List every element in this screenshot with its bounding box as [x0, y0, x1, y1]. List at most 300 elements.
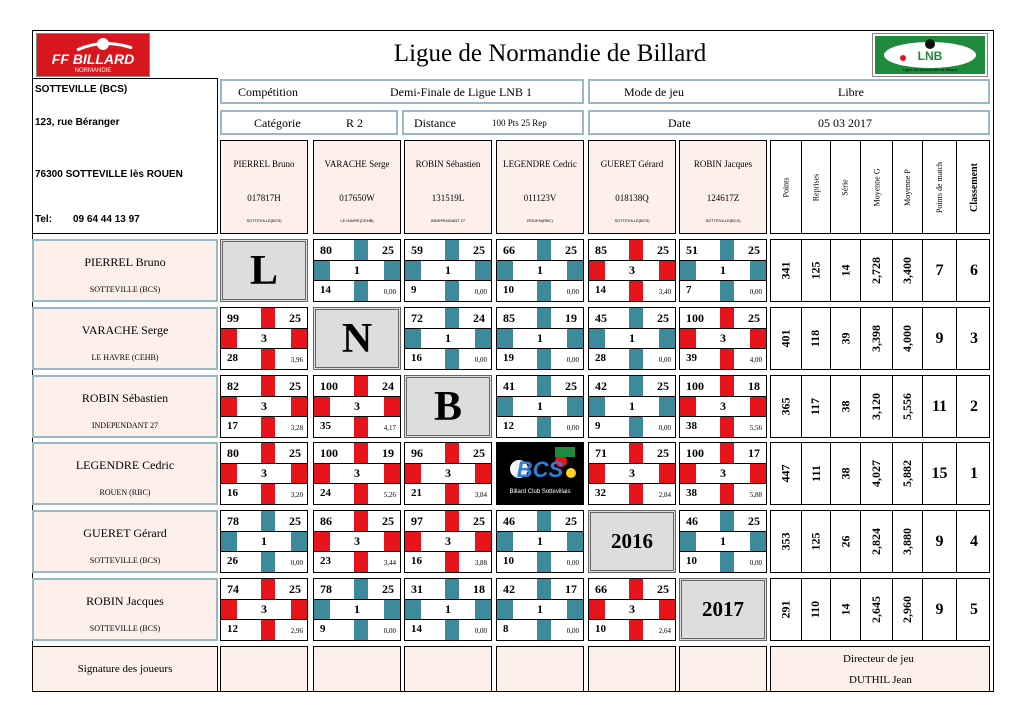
row-stat — [830, 443, 860, 504]
cell-divider — [680, 416, 766, 417]
cell-serie: 16 — [411, 352, 422, 364]
match-cell — [220, 510, 308, 573]
date-label: Date — [668, 116, 691, 130]
row-stat-value: 39 — [838, 332, 852, 345]
cell-block-top — [720, 376, 734, 396]
cell-reprises: 25 — [382, 582, 394, 596]
cell-block-bot — [445, 619, 459, 640]
cell-divider — [589, 260, 675, 261]
cell-serie: 9 — [595, 420, 601, 432]
row-stat-value: 3,880 — [900, 528, 914, 555]
distance-label: Distance — [414, 116, 456, 130]
cell-reprises: 18 — [748, 379, 760, 393]
categorie-box — [220, 110, 398, 135]
cell-points: 85 — [503, 311, 515, 325]
cell-block-top — [537, 579, 551, 599]
match-cell — [313, 375, 401, 438]
cell-match-points: 3 — [445, 466, 451, 480]
cell-divider — [497, 551, 583, 552]
row-stat-value: 2,960 — [900, 596, 914, 623]
cell-divider — [589, 619, 675, 620]
diagonal-mark: 2017 — [679, 578, 767, 641]
cell-reprises: 25 — [565, 379, 577, 393]
row-stat — [860, 579, 892, 640]
cell-block-bot — [354, 619, 368, 640]
cell-points: 100 — [686, 379, 704, 393]
row-player-club: SOTTEVILLE (BCS) — [89, 285, 161, 294]
cell-serie: 9 — [320, 623, 326, 635]
signature-cell[interactable] — [404, 646, 492, 692]
row-stat — [830, 376, 860, 437]
column-player-header — [496, 140, 584, 234]
competition-box — [220, 79, 584, 104]
row-stat — [860, 240, 892, 301]
bcs-logo-text: BCS — [516, 457, 564, 482]
row-stat — [771, 376, 801, 437]
row-stat-value: 9 — [935, 600, 944, 618]
row-stat-value: 38 — [838, 400, 852, 413]
row-stat-value: 341 — [778, 261, 793, 280]
row-stat-value: 4,000 — [900, 325, 914, 352]
row-stat-value: 4 — [970, 532, 978, 550]
cell-block-bot — [537, 551, 551, 572]
cell-divider — [221, 619, 307, 620]
signature-cell[interactable] — [496, 646, 584, 692]
column-player-header — [588, 140, 676, 234]
cell-points: 100 — [686, 446, 704, 460]
cell-block-top — [261, 376, 275, 396]
cell-points: 42 — [595, 379, 607, 393]
cell-serie: 14 — [411, 623, 422, 635]
cell-reprises: 25 — [657, 243, 669, 257]
cell-divider — [497, 280, 583, 281]
cell-reprises: 25 — [748, 311, 760, 325]
cell-block-bot — [354, 483, 368, 504]
cell-divider — [405, 599, 491, 600]
cell-divider — [405, 348, 491, 349]
cell-match-points: 3 — [261, 466, 267, 480]
row-player-box — [32, 510, 218, 573]
cell-points: 42 — [503, 582, 515, 596]
cell-block-top — [537, 308, 551, 328]
cell-divider — [680, 328, 766, 329]
row-stat — [801, 511, 830, 572]
cell-average: 3,20 — [290, 491, 303, 499]
column-player-license: 124617Z — [706, 193, 740, 203]
cell-match-points: 1 — [354, 602, 360, 616]
stat-header — [922, 141, 956, 233]
cell-divider — [680, 463, 766, 464]
cell-divider — [589, 396, 675, 397]
cell-divider — [314, 260, 400, 261]
row-stat — [771, 308, 801, 369]
match-cell — [220, 307, 308, 370]
cell-serie: 19 — [503, 352, 514, 364]
row-stat — [801, 308, 830, 369]
cell-block-bot — [261, 483, 275, 504]
cell-block-top — [354, 376, 368, 396]
cell-block-bot — [261, 416, 275, 437]
row-stat — [892, 308, 922, 369]
stat-header-label: Points — [781, 176, 791, 198]
cell-divider — [497, 619, 583, 620]
cell-reprises: 25 — [748, 243, 760, 257]
diagonal-mark: 2016 — [588, 510, 676, 573]
cell-block-top — [261, 308, 275, 328]
cell-match-points: 3 — [261, 602, 267, 616]
cell-points: 86 — [320, 514, 332, 528]
club-city: 76300 SOTTEVILLE lès ROUEN — [35, 169, 183, 180]
stat-header-label: Moyenne G — [872, 168, 881, 206]
row-player-box — [32, 442, 218, 505]
cell-match-points: 1 — [537, 399, 543, 413]
cell-block-bot — [629, 416, 643, 437]
cell-points: 59 — [411, 243, 423, 257]
cell-divider — [405, 531, 491, 532]
cell-match-points: 3 — [629, 466, 635, 480]
cell-serie: 14 — [595, 284, 606, 296]
club-tel-label: Tel: — [35, 214, 53, 225]
ffb-logo — [36, 33, 150, 77]
cell-match-points: 3 — [445, 534, 451, 548]
cell-points: 82 — [227, 379, 239, 393]
director-name: DUTHIL Jean — [849, 674, 912, 686]
cell-match-points: 3 — [261, 399, 267, 413]
cell-block-top — [720, 240, 734, 260]
cell-block-top — [445, 511, 459, 531]
row-stat — [860, 308, 892, 369]
cell-points: 31 — [411, 582, 423, 596]
cell-block-top — [445, 240, 459, 260]
column-player-header — [313, 140, 401, 234]
cell-reprises: 24 — [473, 311, 485, 325]
cell-divider — [314, 416, 400, 417]
cell-reprises: 18 — [473, 582, 485, 596]
row-stat — [892, 443, 922, 504]
row-stat-value: 2,728 — [869, 257, 883, 284]
cell-divider — [314, 483, 400, 484]
cell-average: 5,56 — [749, 424, 762, 432]
cell-points: 97 — [411, 514, 423, 528]
signature-label-box — [32, 646, 218, 692]
row-stat — [956, 579, 991, 640]
categorie-value: R 2 — [346, 116, 364, 130]
cell-serie: 39 — [686, 352, 697, 364]
lnb-logo-text: LNB — [917, 49, 943, 63]
match-cell — [679, 510, 767, 573]
cell-serie: 28 — [595, 352, 606, 364]
cell-points: 41 — [503, 379, 515, 393]
cell-divider — [221, 463, 307, 464]
cell-points: 80 — [227, 446, 239, 460]
cell-average: 3,40 — [658, 288, 671, 296]
row-stat-value: 9 — [935, 532, 944, 550]
row-stat-value: 2 — [970, 397, 978, 415]
signature-label: Signature des joueurs — [77, 663, 173, 675]
cell-divider — [589, 463, 675, 464]
row-stat-value: 291 — [778, 600, 793, 619]
row-player-club: LE HAVRE (CEHB) — [91, 353, 159, 362]
cell-block-bot — [720, 348, 734, 369]
stat-header — [771, 141, 801, 233]
row-stat — [892, 376, 922, 437]
cell-block-bot — [629, 483, 643, 504]
row-stat-value: 26 — [838, 535, 852, 548]
cell-divider — [314, 531, 400, 532]
match-cell — [679, 375, 767, 438]
cell-divider — [497, 599, 583, 600]
row-player-club: INDEPENDANT 27 — [91, 421, 159, 430]
column-player-club: SOTTEVILLE(BCS) — [705, 218, 741, 223]
cell-divider — [680, 551, 766, 552]
stat-header — [860, 141, 892, 233]
cell-average: 3,88 — [474, 559, 487, 567]
cell-serie: 17 — [227, 420, 238, 432]
cell-reprises: 25 — [289, 446, 301, 460]
column-player-name: VARACHE Serge — [324, 159, 390, 169]
cell-divider — [589, 416, 675, 417]
cell-block-bot — [537, 280, 551, 301]
row-stat — [922, 579, 956, 640]
row-player-club: SOTTEVILLE (BCS) — [89, 624, 161, 633]
cell-average: 3,84 — [474, 491, 487, 499]
row-stats-box — [770, 307, 990, 370]
cell-points: 46 — [686, 514, 698, 528]
cell-divider — [405, 551, 491, 552]
column-player-header — [220, 140, 308, 234]
cell-match-points: 1 — [537, 331, 543, 345]
cell-block-bot — [720, 483, 734, 504]
row-stat — [922, 511, 956, 572]
match-cell — [679, 239, 767, 302]
cell-average: 0,00 — [749, 559, 762, 567]
cell-serie: 8 — [503, 623, 509, 635]
row-player-name: VARACHE Serge — [81, 323, 169, 337]
row-stats-box — [770, 375, 990, 438]
column-player-license: 017817H — [247, 193, 281, 203]
row-stat-value: 2,824 — [869, 528, 883, 555]
match-cell — [679, 307, 767, 370]
director-label: Directeur de jeu — [843, 653, 914, 665]
cell-divider — [405, 328, 491, 329]
cell-average: 3,44 — [383, 559, 396, 567]
cell-match-points: 1 — [445, 602, 451, 616]
column-player-name: LEGENDRE Cedric — [503, 159, 577, 169]
cell-match-points: 3 — [629, 602, 635, 616]
row-stat-value: 1 — [970, 464, 978, 482]
cell-divider — [314, 619, 400, 620]
cell-match-points: 3 — [261, 331, 267, 345]
cell-average: 0,00 — [383, 627, 396, 635]
signature-cell[interactable] — [313, 646, 401, 692]
cell-reprises: 25 — [657, 446, 669, 460]
row-stat — [892, 579, 922, 640]
cell-average: 3,96 — [290, 356, 303, 364]
cell-divider — [589, 348, 675, 349]
cell-reprises: 19 — [382, 446, 394, 460]
cell-reprises: 25 — [748, 514, 760, 528]
row-stat-value: 111 — [808, 465, 823, 482]
cell-points: 100 — [320, 446, 338, 460]
row-player-name: ROBIN Jacques — [86, 594, 164, 608]
cell-block-top — [354, 579, 368, 599]
distance-box — [402, 110, 584, 135]
cell-divider — [589, 328, 675, 329]
cell-match-points: 1 — [261, 534, 267, 548]
cell-serie: 9 — [411, 284, 417, 296]
cell-points: 100 — [320, 379, 338, 393]
cell-average: 0,00 — [566, 288, 579, 296]
stat-header-label: Reprises — [811, 173, 821, 201]
row-stat-value: 9 — [935, 329, 944, 347]
row-stat — [922, 308, 956, 369]
cell-average: 0,00 — [474, 356, 487, 364]
row-stat — [801, 443, 830, 504]
cell-divider — [314, 396, 400, 397]
cell-divider — [589, 280, 675, 281]
row-player-name: ROBIN Sébastien — [81, 391, 169, 405]
cell-serie: 38 — [686, 487, 697, 499]
row-stat-value: 4,027 — [869, 460, 883, 487]
row-stat — [801, 579, 830, 640]
column-player-license: 018138Q — [615, 193, 649, 203]
signature-cell[interactable] — [588, 646, 676, 692]
cell-average: 0,00 — [566, 559, 579, 567]
row-stat-value: 447 — [778, 464, 793, 483]
cell-average: 0,00 — [474, 288, 487, 296]
cell-points: 71 — [595, 446, 607, 460]
match-cell — [496, 375, 584, 438]
cell-reprises: 25 — [565, 243, 577, 257]
row-stat-value: 3 — [970, 329, 978, 347]
cell-divider — [405, 280, 491, 281]
club-address: 123, rue Béranger — [35, 117, 120, 128]
row-stat-value: 125 — [808, 261, 823, 280]
cell-block-top — [537, 240, 551, 260]
cell-divider — [221, 416, 307, 417]
cell-divider — [221, 396, 307, 397]
cell-match-points: 3 — [354, 399, 360, 413]
cell-points: 66 — [595, 582, 607, 596]
cell-divider — [221, 551, 307, 552]
match-cell — [220, 442, 308, 505]
stat-header-label: Points de match — [935, 161, 945, 213]
cell-match-points: 3 — [720, 466, 726, 480]
stat-header — [830, 141, 860, 233]
match-cell — [588, 578, 676, 641]
match-cell — [588, 375, 676, 438]
cell-block-bot — [720, 416, 734, 437]
cell-block-bot — [629, 619, 643, 640]
cell-serie: 10 — [503, 284, 514, 296]
cell-divider — [314, 463, 400, 464]
row-stat — [830, 240, 860, 301]
date-box — [588, 110, 990, 135]
cell-block-top — [445, 308, 459, 328]
column-player-license: 017650W — [339, 193, 375, 203]
cell-block-top — [445, 579, 459, 599]
stat-header-box — [770, 140, 990, 234]
cell-block-bot — [445, 348, 459, 369]
cell-divider — [405, 483, 491, 484]
column-player-club: LE HAVRE(CEHB) — [340, 218, 374, 223]
cell-divider — [497, 531, 583, 532]
stat-header-label: Série — [841, 178, 850, 196]
cell-match-points: 1 — [720, 534, 726, 548]
row-stat — [801, 240, 830, 301]
cell-block-top — [354, 511, 368, 531]
cell-block-bot — [445, 483, 459, 504]
cell-points: 66 — [503, 243, 515, 257]
row-player-name: GUERET Gérard — [83, 526, 167, 540]
match-cell — [588, 307, 676, 370]
row-player-box — [32, 375, 218, 438]
cell-points: 78 — [320, 582, 332, 596]
cell-block-bot — [537, 619, 551, 640]
cell-match-points: 3 — [629, 263, 635, 277]
cell-serie: 21 — [411, 487, 422, 499]
cell-divider — [680, 531, 766, 532]
row-player-club: ROUEN (RBC) — [99, 488, 151, 497]
cell-divider — [405, 260, 491, 261]
cell-divider — [589, 483, 675, 484]
cell-match-points: 3 — [354, 534, 360, 548]
row-stat — [892, 511, 922, 572]
cell-divider — [497, 396, 583, 397]
club-info-box — [32, 78, 218, 234]
cell-divider — [405, 619, 491, 620]
match-cell — [404, 578, 492, 641]
signature-cell[interactable] — [220, 646, 308, 692]
cell-block-top — [629, 443, 643, 463]
row-stats-box — [770, 510, 990, 573]
director-box — [770, 646, 990, 692]
cell-divider — [314, 551, 400, 552]
bcs-logo — [496, 442, 584, 505]
cell-block-top — [445, 443, 459, 463]
cell-reprises: 19 — [565, 311, 577, 325]
cell-average: 4,17 — [383, 424, 396, 432]
cell-match-points: 1 — [445, 331, 451, 345]
row-stats-box — [770, 442, 990, 505]
diagonal-mark: L — [220, 239, 308, 302]
cell-divider — [680, 280, 766, 281]
mode-box — [588, 79, 990, 104]
row-stat — [830, 511, 860, 572]
row-stat-value: 118 — [808, 329, 823, 348]
cell-average: 0,00 — [474, 627, 487, 635]
club-name: SOTTEVILLE (BCS) — [35, 84, 128, 95]
cell-reprises: 25 — [473, 243, 485, 257]
cell-block-bot — [629, 348, 643, 369]
stat-header-label: Moyenne P — [903, 168, 913, 206]
cell-block-top — [629, 579, 643, 599]
signature-cell[interactable] — [679, 646, 767, 692]
cell-block-bot — [261, 348, 275, 369]
cell-points: 45 — [595, 311, 607, 325]
match-cell — [588, 442, 676, 505]
match-cell — [313, 239, 401, 302]
column-player-club: SOTTEVILLE(BCS) — [614, 218, 650, 223]
cell-reprises: 25 — [657, 379, 669, 393]
cell-divider — [221, 328, 307, 329]
cell-reprises: 25 — [657, 311, 669, 325]
row-stat — [860, 511, 892, 572]
cell-points: 74 — [227, 582, 239, 596]
distance-value: 100 Pts 25 Rep — [492, 118, 547, 128]
cell-points: 51 — [686, 243, 698, 257]
diagonal-mark: B — [404, 375, 492, 438]
